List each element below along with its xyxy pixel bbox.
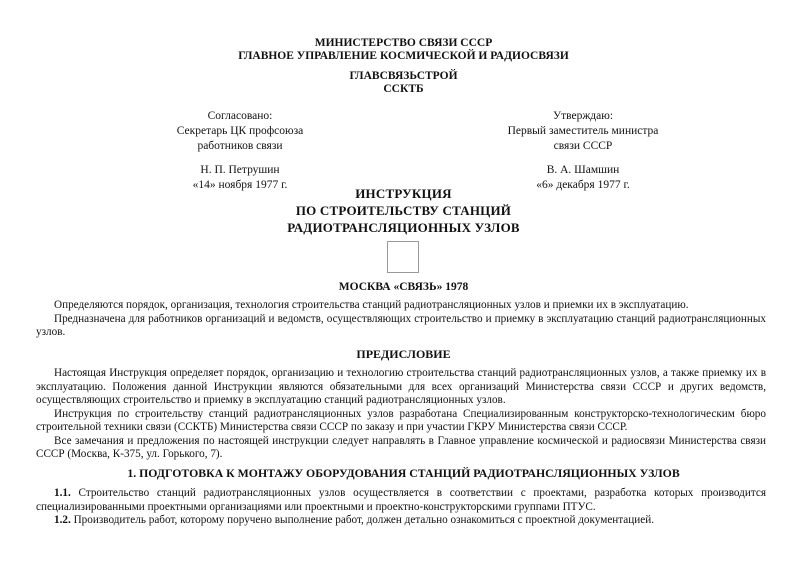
abstract-paragraph-2: Предназначена для работников организаций и ведомств, осуществляющих строительство и приемку в эксплуатацию станций радиотрансляционных узлов. (36, 312, 766, 338)
section-1-body (36, 487, 766, 528)
approval-left-position-2: работников связи (197, 140, 283, 152)
approval-left-label: Согласовано: (207, 110, 273, 122)
bureau-name: ССКТБ (383, 83, 424, 95)
clause-1-1-number: 1.1. (54, 487, 71, 499)
preface-paragraph-3: Все замечания и предложения по настоящей инструкции следует направлять в Главное управление космической и радиосвязи Министерства связи СССР (Москва, К-375, ул. Горького, 7). (36, 434, 766, 460)
preface-paragraph-2: Инструкция по строительству станций радиотрансляционных узлов разработана Специализированным конструкторско-технологическим бюро строительной техники связи (ССКТБ) Министерства связи СССР по заказу и при участии ГКРУ Министерства связи СССР. (36, 407, 766, 433)
approval-right-position: Первый заместитель министра (507, 125, 659, 137)
organization-name: ГЛАВСВЯЗЬСТРОЙ (349, 70, 458, 82)
approval-left-block (140, 109, 340, 193)
clause-1-2 (36, 514, 766, 528)
approval-right-signer: В. А. Шамшин (546, 164, 620, 176)
abstract (36, 299, 766, 340)
approval-left-signer: Н. П. Петрушин (200, 164, 280, 176)
approval-right-block (468, 109, 698, 193)
approval-left-position: Секретарь ЦК профсоюза (176, 125, 304, 137)
directorate-name: ГЛАВНОЕ УПРАВЛЕНИЕ КОСМИЧЕСКОЙ И РАДИОСВЯЗИ (238, 50, 569, 62)
publisher-line: МОСКВА «СВЯЗЬ» 1978 (338, 281, 469, 293)
document-title-line-2: ПО СТРОИТЕЛЬСТВУ СТАНЦИЙ (295, 203, 512, 218)
preface-heading: ПРЕДИСЛОВИЕ (356, 347, 451, 361)
abstract-paragraph-1: Определяются порядок, организация, технология строительства станций радиотрансляционных узлов и приемки их в эксплуатацию. (54, 299, 689, 311)
publisher-emblem-placeholder (387, 241, 419, 273)
clause-1-2-text: Производитель работ, которому поручено выполнение работ, должен детально ознакомиться с проектной документацией. (70, 514, 654, 526)
clause-1-1 (36, 487, 766, 514)
section-1-heading: 1. ПОДГОТОВКА К МОНТАЖУ ОБОРУДОВАНИЯ СТАНЦИЙ РАДИОТРАНСЛЯЦИОННЫХ УЗЛОВ (127, 466, 680, 480)
approval-right-label: Утверждаю: (552, 110, 614, 122)
document-title-line-1: ИНСТРУКЦИЯ (355, 186, 452, 201)
document-title-line-3: РАДИОТРАНСЛЯЦИОННЫХ УЗЛОВ (287, 220, 520, 235)
preface-body (36, 367, 766, 462)
preface-paragraph-1: Настоящая Инструкция определяет порядок, организацию и технологию строительства станций радиотрансляционных узлов, а также приемку их в эксплуатацию. Положения данной Инструкции являются обязательными для всех организаций Министерства связи СССР и других ведомств, осуществляющих строительство и приемку в эксплуатацию станций радиотрансляционных узлов. (36, 367, 766, 406)
approval-left-date: «14» ноября 1977 г. (192, 179, 288, 191)
clause-1-2-number: 1.2. (54, 514, 71, 526)
ministry-name: МИНИСТЕРСТВО СВЯЗИ СССР (314, 37, 493, 49)
approval-right-position-2: связи СССР (553, 140, 613, 152)
clause-1-1-text: Строительство станций радиотрансляционных узлов осуществляется в соответствии с проектами, разработка которых производится специализированными проектными организациями или проектными и проектно-конструкторскими группами ПТУС. (36, 487, 766, 513)
approval-right-date: «6» декабря 1977 г. (536, 179, 630, 191)
